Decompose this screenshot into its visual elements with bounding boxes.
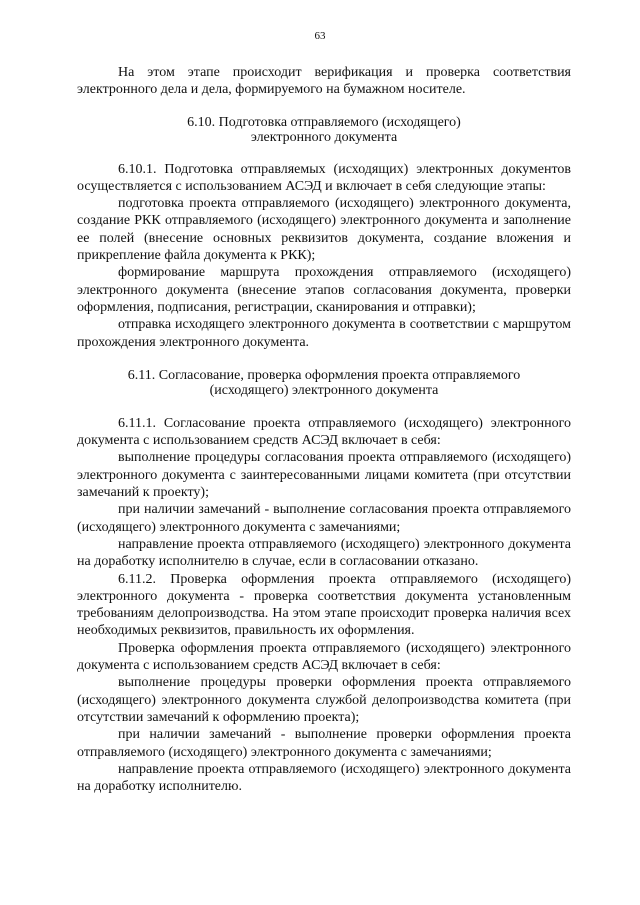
- paragraph-6-11-item-2: при наличии замечаний - выполнение согласования проекта отправляемого (исходящего) электронного документа с замечаниями;: [77, 502, 571, 535]
- paragraph-6-10-item-3: отправка исходящего электронного документа в соответствии с маршрутом прохождения электронного документа.: [77, 317, 571, 350]
- paragraph-6-11-2: 6.11.2. Проверка оформления проекта отправляемого (исходящего) электронного документа - проверка соответствия документа установленным требованиям делопроизводства. На этом этапе происходит проверка наличия всех необходимых реквизитов, правильность их оформления.: [77, 571, 571, 639]
- paragraph-6-11-2-intro: Проверка оформления проекта отправляемого (исходящего) электронного документа с использованием средств АСЭД включает в себя:: [77, 640, 571, 674]
- paragraph-6-11-2-item-2: при наличии замечаний - выполнение проверки оформления проекта отправляемого (исходящего) электронного документа с замечаниями;: [77, 727, 571, 760]
- paragraph-6-11-item-1: выполнение процедуры согласования проекта отправляемого (исходящего) электронного документа с заинтересованными лицами комитета (при отсутствии замечаний к проекту);: [77, 450, 571, 501]
- paragraph-6-11-item-3: направление проекта отправляемого (исходящего) электронного документа на доработку исполнителю в случае, если в согласовании отказано.: [77, 536, 571, 570]
- heading-6-10-line1: 6.10. Подготовка отправляемого (исходящего): [187, 114, 461, 130]
- paragraph-6-10-item-1: подготовка проекта отправляемого (исходящего) электронного документа, создание РКК отправляемого (исходящего) электронного документа и заполнение ее полей (внесение основных реквизитов документа, создание вложения и прикрепление файла документа к РКК);: [77, 196, 571, 264]
- paragraph-6-11-1: 6.11.1. Согласование проекта отправляемого (исходящего) электронного документа с использованием средств АСЭД включает в себя:: [77, 415, 571, 449]
- section-heading-6-11: [77, 368, 571, 398]
- paragraph-6-10-item-2: формирование маршрута прохождения отправляемого (исходящего) электронного документа (внесение этапов согласования документа, проверки оформления, подписания, регистрации, сканирования и отправки);: [77, 265, 571, 315]
- heading-6-10-line2: электронного документа: [250, 129, 398, 145]
- paragraph-6-10-1: 6.10.1. Подготовка отправляемых (исходящих) электронных документов осуществляется с использованием АСЭД и включает в себя следующие этапы:: [77, 161, 571, 194]
- heading-6-11-line1: 6.11. Согласование, проверка оформления проекта отправляемого: [127, 367, 521, 383]
- paragraph-6-11-2-item-1: выполнение процедуры проверки оформления проекта отправляемого (исходящего) электронного документа службой делопроизводства комитета (при отсутствии замечаний к оформлению проекта);: [77, 675, 571, 725]
- page-number: 63: [314, 30, 326, 42]
- document-body: [77, 64, 571, 795]
- paragraph-intro: На этом этапе происходит верификация и проверка соответствия электронного дела и дела, формируемого на бумажном носителе.: [77, 65, 571, 98]
- heading-6-11-line2: (исходящего) электронного документа: [209, 382, 439, 398]
- section-heading-6-10: [77, 115, 571, 145]
- paragraph-6-11-2-item-3: направление проекта отправляемого (исходящего) электронного документа на доработку исполнителю.: [77, 761, 571, 795]
